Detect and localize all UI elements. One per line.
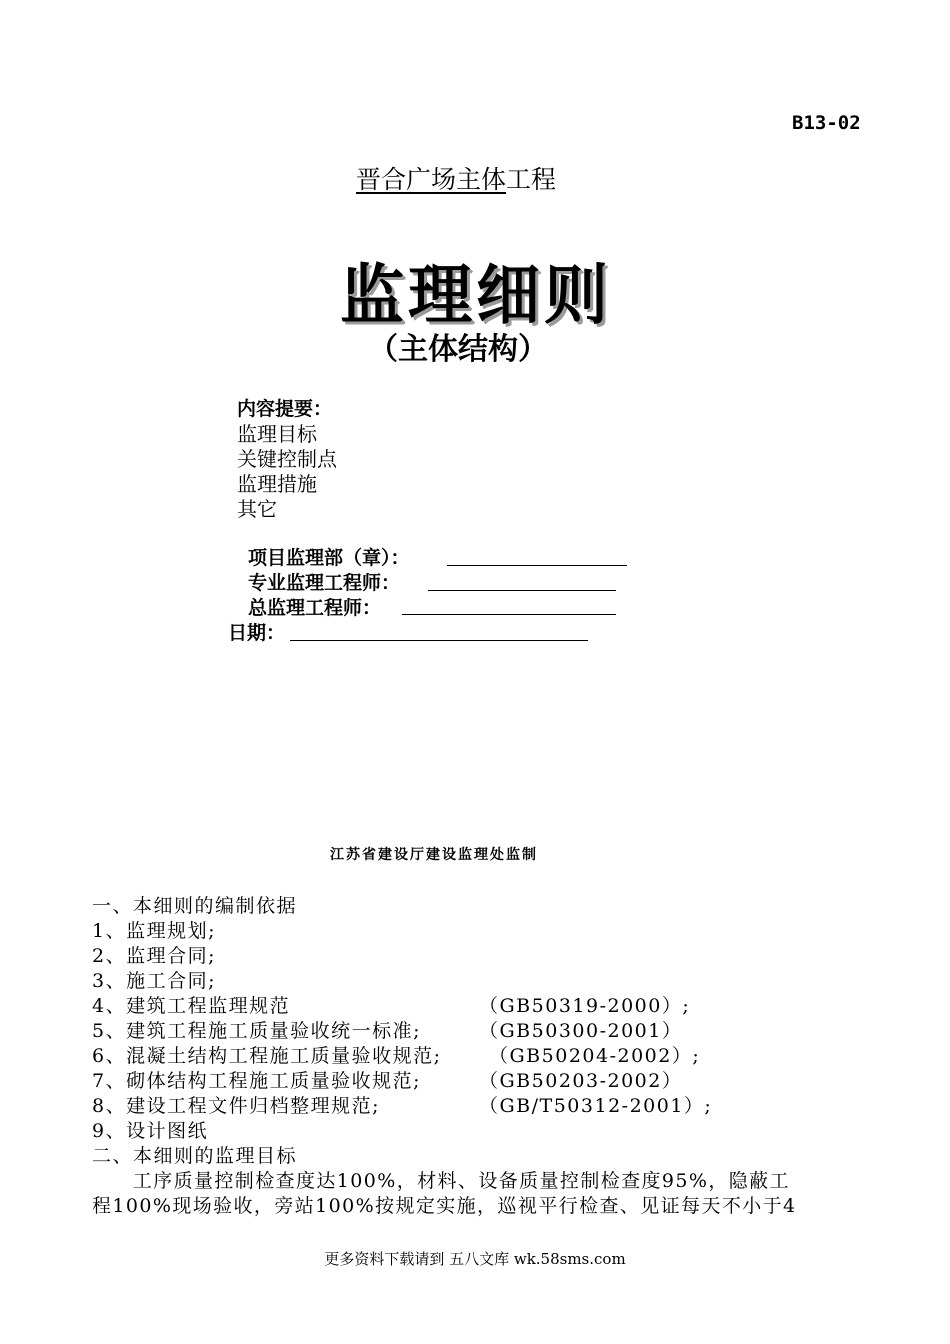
document-code: B13-02 bbox=[792, 112, 861, 134]
basis-item: 7、砌体结构工程施工质量验收规范; bbox=[92, 1070, 421, 1092]
basis-item: 5、建筑工程施工质量验收统一标准; bbox=[92, 1020, 421, 1042]
section2-heading: 二、本细则的监理目标 bbox=[92, 1145, 298, 1167]
basis-item: 4、建筑工程监理规范 bbox=[92, 995, 291, 1017]
project-name-underlined: 晋合广场主体 bbox=[356, 165, 507, 194]
project-name-rest: 工程 bbox=[506, 165, 557, 194]
section2-paragraph-line: 工序质量控制检查度达100%，材料、设备质量控制检查度95%，隐蔽工 bbox=[92, 1170, 790, 1192]
sig-chief-line bbox=[402, 614, 616, 615]
basis-item: 1、监理规划; bbox=[92, 920, 216, 942]
sig-date-line bbox=[290, 640, 588, 641]
section1-heading: 一、本细则的编制依据 bbox=[92, 895, 298, 917]
document-subtitle: （主体结构） bbox=[368, 332, 548, 367]
sig-date-label: 日期： bbox=[228, 622, 286, 644]
summary-item: 其它 bbox=[237, 497, 277, 521]
sig-dept-label: 项目监理部（章）： bbox=[248, 547, 410, 569]
basis-standard: （GB50204-2002）; bbox=[489, 1045, 701, 1067]
project-name bbox=[356, 160, 556, 196]
basis-item: 6、混凝土结构工程施工质量验收规范; bbox=[92, 1045, 442, 1067]
section2-paragraph-line: 程100%现场验收，旁站100%按规定实施，巡视平行检查、见证每天不小于4 bbox=[92, 1195, 797, 1217]
basis-item: 8、建设工程文件归档整理规范; bbox=[92, 1095, 380, 1117]
summary-item: 监理措施 bbox=[237, 472, 317, 496]
footer-text: 更多资料下载请到 五八文库 wk.58sms.com bbox=[324, 1250, 626, 1268]
sig-engineer-label: 专业监理工程师： bbox=[248, 572, 401, 594]
sig-dept-line bbox=[447, 565, 627, 566]
sig-chief-label: 总监理工程师： bbox=[248, 597, 382, 619]
issuer-text: 江苏省建设厅建设监理处监制 bbox=[330, 847, 538, 863]
summary-item: 关键控制点 bbox=[237, 447, 337, 471]
summary-heading: 内容提要： bbox=[237, 398, 333, 420]
basis-standard: （GB50319-2000）; bbox=[479, 995, 691, 1017]
basis-item: 3、施工合同; bbox=[92, 970, 216, 992]
basis-standard: （GB50203-2002） bbox=[479, 1070, 683, 1092]
basis-standard: （GB50300-2001） bbox=[479, 1020, 683, 1042]
basis-item: 2、监理合同; bbox=[92, 945, 216, 967]
basis-item: 9、设计图纸 bbox=[92, 1120, 209, 1142]
basis-standard: （GB/T50312-2001）; bbox=[479, 1095, 713, 1117]
summary-item: 监理目标 bbox=[237, 422, 317, 446]
sig-engineer-line bbox=[428, 590, 616, 591]
document-title: 监理细则 bbox=[340, 258, 612, 334]
